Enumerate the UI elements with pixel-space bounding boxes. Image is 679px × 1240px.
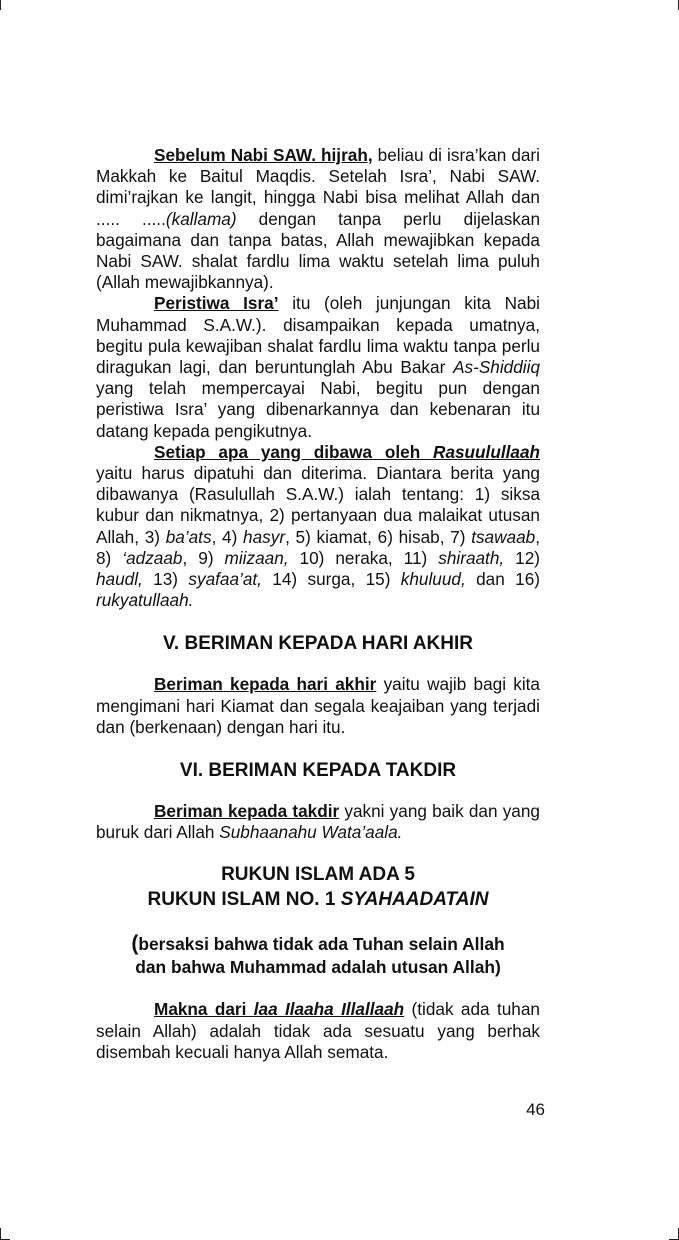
subheading-syahadat-meaning	[96, 932, 540, 979]
subheading-line-2: dan bahwa Muhammad adalah utusan Allah)	[135, 957, 501, 978]
paragraph-setiap-apa-yang-dibawa: Setiap apa yang dibawa oleh Rasuulullaah yaitu harus dipatuhi dan diterima. Diantara berita yang dibawanya (Rasulullah S.A.W.) ialah tentang: 1) siksa kubur dan nikmatnya, 2) pertanyaan dua malaikat utusan Allah, 3) ba’ats, 4) hasyr, 5) kiamat, 6) hisab, 7) tsawaab, 8) ‘adzaab, 9) miizaan, 10) neraka, 11) shiraath, 12) haudl, 13) syafaa’at, 14) surga, 15) khuluud, dan 16) rukyatullaah.	[96, 441, 541, 611]
paragraph-peristiwa-isra: Peristiwa Isra’ itu (oleh junjungan kita Nabi Muhammad S.A.W.). disampaikan kepada umatnya, begitu pula kewajiban shalat fardlu lima waktu tanpa perlu diragukan lagi, dan beruntunglah Abu Bakar As-Shiddiiq yang telah mempercayai Nabi, begitu pun dengan peristiwa Isra’ yang dibenarkannya dan kebenaran itu datang kepada pengikutnya.	[96, 293, 540, 441]
paragraph-takdir: Beriman kepada takdir yakni yang baik dan yang buruk dari Allah Subhaanahu Wata’aala.	[96, 801, 540, 843]
page-number: 46	[526, 1100, 545, 1119]
crop-mark-top-left	[0, 0, 1, 10]
heading-takdir: VI. BERIMAN KEPADA TAKDIR	[179, 760, 457, 782]
paragraph-hari-akhir: Beriman kepada hari akhir yaitu wajib bagi kita mengimani hari Kiamat dan segala keajaiban yang terjadi dan (berkenaan) dengan hari itu.	[96, 674, 540, 737]
paragraph-sebelum-hijrah: Sebelum Nabi SAW. hijrah, beliau di isra’kan dari Makkah ke Baitul Maqdis. Setelah Isra’, Nabi SAW. dimi’rajkan ke langit, hingga Nabi bisa melihat Allah dan ..... .....(kallama) dengan tanpa perlu dijelaskan bagaimana dan tanpa batas, Allah mewajibkan kepada Nabi SAW. shalat fardlu lima waktu setelah lima puluh (Allah mewajibkannya).	[96, 145, 541, 293]
heading-hari-akhir: V. BERIMAN KEPADA HARI AKHIR	[162, 633, 473, 655]
page-content	[96, 145, 540, 1063]
paragraph-makna-syahadat: Makna dari laa Ilaaha Illallaah (tidak ada tuhan selain Allah) adalah tidak ada sesuatu yang berhak disembah kecuali hanya Allah semata.	[96, 999, 540, 1062]
heading-rukun-islam-ada-5: RUKUN ISLAM ADA 5	[221, 864, 415, 886]
heading-rukun-islam-no-1: RUKUN ISLAM NO. 1 SYAHAADATAIN	[147, 889, 489, 911]
subheading-line-1: (bersaksi bahwa tidak ada Tuhan selain Allah	[131, 932, 505, 956]
